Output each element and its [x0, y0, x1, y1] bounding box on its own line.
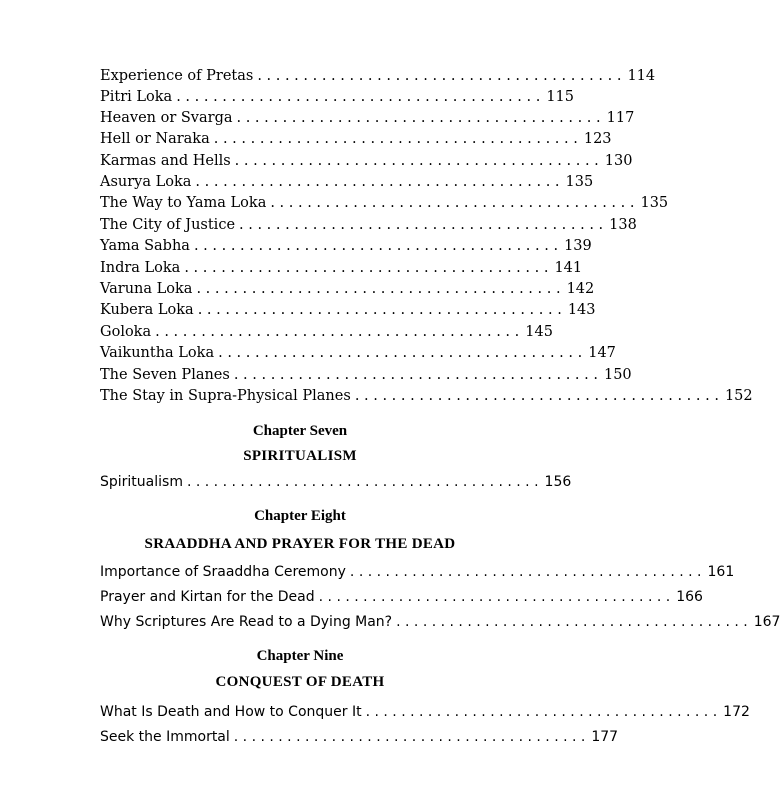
dot-leader: . . . . . . . . . . . . . . . . . . . . . . . . . . . . . . . . . . . . . . . .: [233, 729, 586, 745]
toc-entry: [100, 66, 656, 87]
entry-page: 177: [591, 729, 619, 745]
entry-title: Importance of Sraaddha Ceremony: [100, 564, 346, 580]
toc-entry: [100, 151, 633, 172]
dot-leader: . . . . . . . . . . . . . . . . . . . . . . . . . . . . . . . . . . . . . . . .: [365, 704, 718, 720]
entry-page: 166: [676, 589, 703, 605]
dot-leader: . . . . . . . . . . . . . . . . . . . . . . . . . . . . . . . . . . . . . . . .: [270, 195, 635, 211]
chapter-title: CONQUEST OF DEATH: [215, 674, 385, 690]
entry-page: 139: [564, 238, 592, 254]
entry-page: 142: [566, 281, 595, 297]
entry-page: 143: [567, 302, 596, 318]
entry-title: Prayer and Kirtan for the Dead: [100, 589, 315, 605]
toc-entry: [100, 87, 575, 108]
toc-entry: [100, 562, 735, 583]
toc-entry: [100, 702, 750, 723]
dot-leader: . . . . . . . . . . . . . . . . . . . . . . . . . . . . . . . . . . . . . . . .: [218, 345, 583, 361]
entry-page: 150: [603, 367, 632, 383]
dot-leader: . . . . . . . . . . . . . . . . . . . . . . . . . . . . . . . . . . . . . . . .: [155, 324, 520, 340]
entry-title: The Seven Planes: [100, 367, 230, 383]
dot-leader: . . . . . . . . . . . . . . . . . . . . . . . . . . . . . . . . . . . . . . . .: [186, 474, 539, 490]
entry-page: 115: [546, 89, 575, 105]
entry-title: Spiritualism: [100, 474, 183, 490]
entry-title: Hell or Naraka: [100, 131, 210, 147]
entry-title: Indra Loka: [100, 260, 181, 276]
entry-title: The Way to Yama Loka: [100, 195, 267, 211]
toc-entry: [100, 236, 592, 257]
dot-leader: . . . . . . . . . . . . . . . . . . . . . . . . . . . . . . . . . . . . . . . .: [195, 174, 560, 190]
toc-entry: [100, 193, 669, 214]
entry-title: Varuna Loka: [100, 281, 193, 297]
toc-entry: [100, 365, 632, 386]
toc-entry: [100, 300, 596, 321]
entry-title: Vaikuntha Loka: [100, 345, 215, 361]
toc-entry: [100, 279, 595, 300]
entry-title: Kubera Loka: [100, 302, 194, 318]
entry-title: Experience of Pretas: [100, 68, 254, 84]
dot-leader: . . . . . . . . . . . . . . . . . . . . . . . . . . . . . . . . . . . . . . . .: [354, 388, 719, 404]
entry-page: 145: [525, 324, 553, 340]
entry-title: Why Scriptures Are Read to a Dying Man?: [100, 614, 393, 630]
dot-leader: . . . . . . . . . . . . . . . . . . . . . . . . . . . . . . . . . . . . . . . .: [184, 260, 549, 276]
toc-entry: [100, 386, 753, 407]
entry-title: Asurya Loka: [100, 174, 192, 190]
dot-leader: . . . . . . . . . . . . . . . . . . . . . . . . . . . . . . . . . . . . . . . .: [176, 89, 541, 105]
chapter-title: SPIRITUALISM: [243, 448, 357, 464]
entry-page: 117: [606, 110, 635, 126]
entry-title: Yama Sabha: [100, 238, 190, 254]
entry-title: What Is Death and How to Conquer It: [100, 704, 362, 720]
toc-entry: [100, 258, 583, 279]
dot-leader: . . . . . . . . . . . . . . . . . . . . . . . . . . . . . . . . . . . . . . . .: [193, 238, 559, 254]
entry-title: Heaven or Svarga: [100, 110, 233, 126]
dot-leader: . . . . . . . . . . . . . . . . . . . . . . . . . . . . . . . . . . . . . . . .: [239, 217, 604, 233]
entry-page: 141: [554, 260, 583, 276]
toc-entry: [100, 108, 635, 129]
entry-page: 152: [724, 388, 753, 404]
chapter-title: SRAADDHA AND PRAYER FOR THE DEAD: [144, 536, 456, 552]
entry-page: 130: [604, 153, 633, 169]
toc-entry: [100, 172, 594, 193]
entry-page: 138: [609, 217, 637, 233]
entry-page: 156: [544, 474, 572, 490]
entry-page: 135: [565, 174, 594, 190]
chapter-label: Chapter Seven: [252, 423, 348, 439]
toc-entry: [100, 343, 616, 364]
toc-entry: [100, 727, 619, 748]
chapter-label: Chapter Nine: [256, 648, 344, 664]
dot-leader: . . . . . . . . . . . . . . . . . . . . . . . . . . . . . . . . . . . . . . . .: [257, 68, 622, 84]
dot-leader: . . . . . . . . . . . . . . . . . . . . . . . . . . . . . . . . . . . . . . . .: [197, 302, 562, 318]
dot-leader: . . . . . . . . . . . . . . . . . . . . . . . . . . . . . . . . . . . . . . . .: [396, 614, 748, 630]
entry-title: The Stay in Supra-Physical Planes: [100, 388, 351, 404]
entry-page: 161: [707, 564, 735, 580]
toc-entry: [100, 472, 572, 493]
dot-leader: . . . . . . . . . . . . . . . . . . . . . . . . . . . . . . . . . . . . . . . .: [236, 110, 601, 126]
toc-entry: [100, 215, 637, 236]
entry-title: The City of Justice: [100, 217, 236, 233]
chapter-label: Chapter Eight: [254, 508, 346, 524]
toc-entry: [100, 129, 612, 150]
dot-leader: . . . . . . . . . . . . . . . . . . . . . . . . . . . . . . . . . . . . . . . .: [318, 589, 671, 605]
entry-title: Seek the Immortal: [100, 729, 230, 745]
entry-title: Karmas and Hells: [100, 153, 231, 169]
dot-leader: . . . . . . . . . . . . . . . . . . . . . . . . . . . . . . . . . . . . . . . .: [213, 131, 578, 147]
dot-leader: . . . . . . . . . . . . . . . . . . . . . . . . . . . . . . . . . . . . . . . .: [349, 564, 702, 580]
entry-title: Pitri Loka: [100, 89, 173, 105]
entry-page: 147: [588, 345, 616, 361]
toc-entry: [100, 322, 553, 343]
toc-entry: [100, 612, 780, 633]
entry-page: 114: [627, 68, 656, 84]
entry-title: Goloka: [100, 324, 152, 340]
dot-leader: . . . . . . . . . . . . . . . . . . . . . . . . . . . . . . . . . . . . . . . .: [233, 367, 598, 383]
entry-page: 123: [583, 131, 612, 147]
dot-leader: . . . . . . . . . . . . . . . . . . . . . . . . . . . . . . . . . . . . . . . .: [234, 153, 599, 169]
entry-page: 167: [753, 614, 780, 630]
dot-leader: . . . . . . . . . . . . . . . . . . . . . . . . . . . . . . . . . . . . . . . .: [196, 281, 561, 297]
entry-page: 172: [723, 704, 750, 720]
entry-page: 135: [640, 195, 669, 211]
toc-entry: [100, 587, 703, 608]
